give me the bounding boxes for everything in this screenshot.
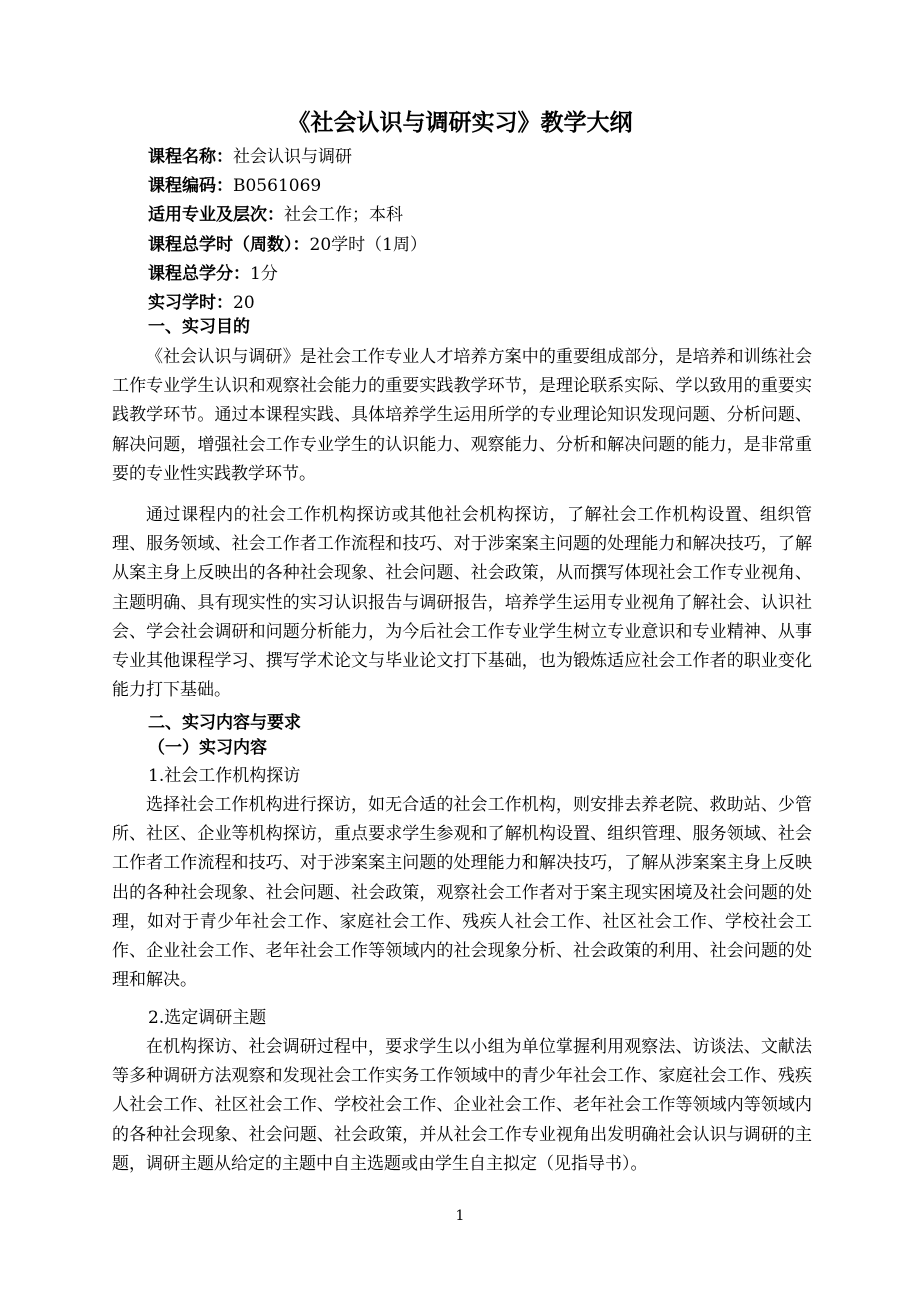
agency-visit-paragraph: 选择社会工作机构进行探访，如无合适的社会工作机构，则安排去养老院、救助站、少管所、社区、企业等机构探访，重点要求学生参观和了解机构设置、组织管理、服务领域、社会工作者工作流程和技巧、对于涉案案主问题的处理能力和解决技巧，了解从涉案案主身上反映出的各种社会现象、社会问题、社会政策，观察社会工作者对于案主现实困境及社会问题的处理，如对于青少年社会工作、家庭社会工作、残疾人社会工作、社区社会工作、学校社会工作、企业社会工作、老年社会工作等领域内的社会现象分析、社会政策的利用、社会问题的处理和解决。 [112,795,812,991]
credits-label: 课程总学分： [148,263,250,284]
major-level-row [148,201,808,230]
total-hours-label: 课程总学时（周数）： [148,234,310,255]
credits-row [148,260,808,289]
page-number: 1 [455,1208,465,1224]
course-code-value: B0561069 [233,176,322,197]
course-name-row [148,143,808,172]
course-code-label: 课程编码： [148,176,233,197]
research-topic-paragraph: 在机构探访、社会调研过程中，要求学生以小组为单位掌握利用观察法、访谈法、文献法等多种调研方法观察和发现社会工作实务工作领域中的青少年社会工作、家庭社会工作、残疾人社会工作、社区社会工作、学校社会工作、企业社会工作、老年社会工作等领域内等领域内的各种社会现象、社会问题、社会政策，并从社会工作专业视角出发明确社会认识与调研的主题，调研主题从给定的主题中自主选题或由学生自主拟定（见指导书）。 [112,1037,812,1174]
major-level-label: 适用专业及层次： [148,205,284,226]
practice-hours-value: 20 [233,292,255,313]
item-title-agency-visit: 1.社会工作机构探访 [148,766,301,786]
course-info [148,143,808,318]
page-title: 《社会认识与调研实习》教学大纲 [287,110,633,136]
practice-hours-label: 实习学时： [148,292,233,313]
major-level-value: 社会工作；本科 [284,205,403,226]
purpose-paragraph-2: 通过课程内的社会工作机构探访或其他社会机构探访，了解社会工作机构设置、组织管理、服务领域、社会工作者工作流程和技巧、对于涉案案主问题的处理能力和解决技巧，了解从案主身上反映出的各种社会现象、社会问题、社会政策，从而撰写体现社会工作专业视角、主题明确、具有现实性的实习认识报告与调研报告，培养学生运用专业视角了解社会、认识社会、学会社会调研和问题分析能力，为今后社会工作专业学生树立专业意识和专业精神、从事专业其他课程学习、撰写学术论文与毕业论文打下基础，也为锻炼适应社会工作者的职业变化能力打下基础。 [112,505,812,701]
course-name-value: 社会认识与调研 [233,147,352,167]
total-hours-row [148,231,808,260]
subsection-heading-content: （一）实习内容 [148,738,267,758]
item-title-research-topic: 2.选定调研主题 [148,1008,267,1028]
course-code-row [148,172,808,201]
credits-value: 1分 [250,263,278,284]
section-heading-purpose: 一、实习目的 [148,317,250,337]
purpose-paragraph-1: 《社会认识与调研》是社会工作专业人才培养方案中的重要组成部分，是培养和训练社会工作专业学生认识和观察社会能力的重要实践教学环节，是理论联系实际、学以致用的重要实践教学环节。通过本课程实践、具体培养学生运用所学的专业理论知识发现问题、分析问题、解决问题，增强社会工作专业学生的认识能力、观察能力、分析和解决问题的能力，是非常重要的专业性实践教学环节。 [112,347,812,484]
total-hours-value: 20学时（1周） [309,234,427,255]
practice-hours-row [148,289,808,318]
course-name-label: 课程名称： [148,147,233,167]
section-heading-content: 二、实习内容与要求 [148,713,301,733]
